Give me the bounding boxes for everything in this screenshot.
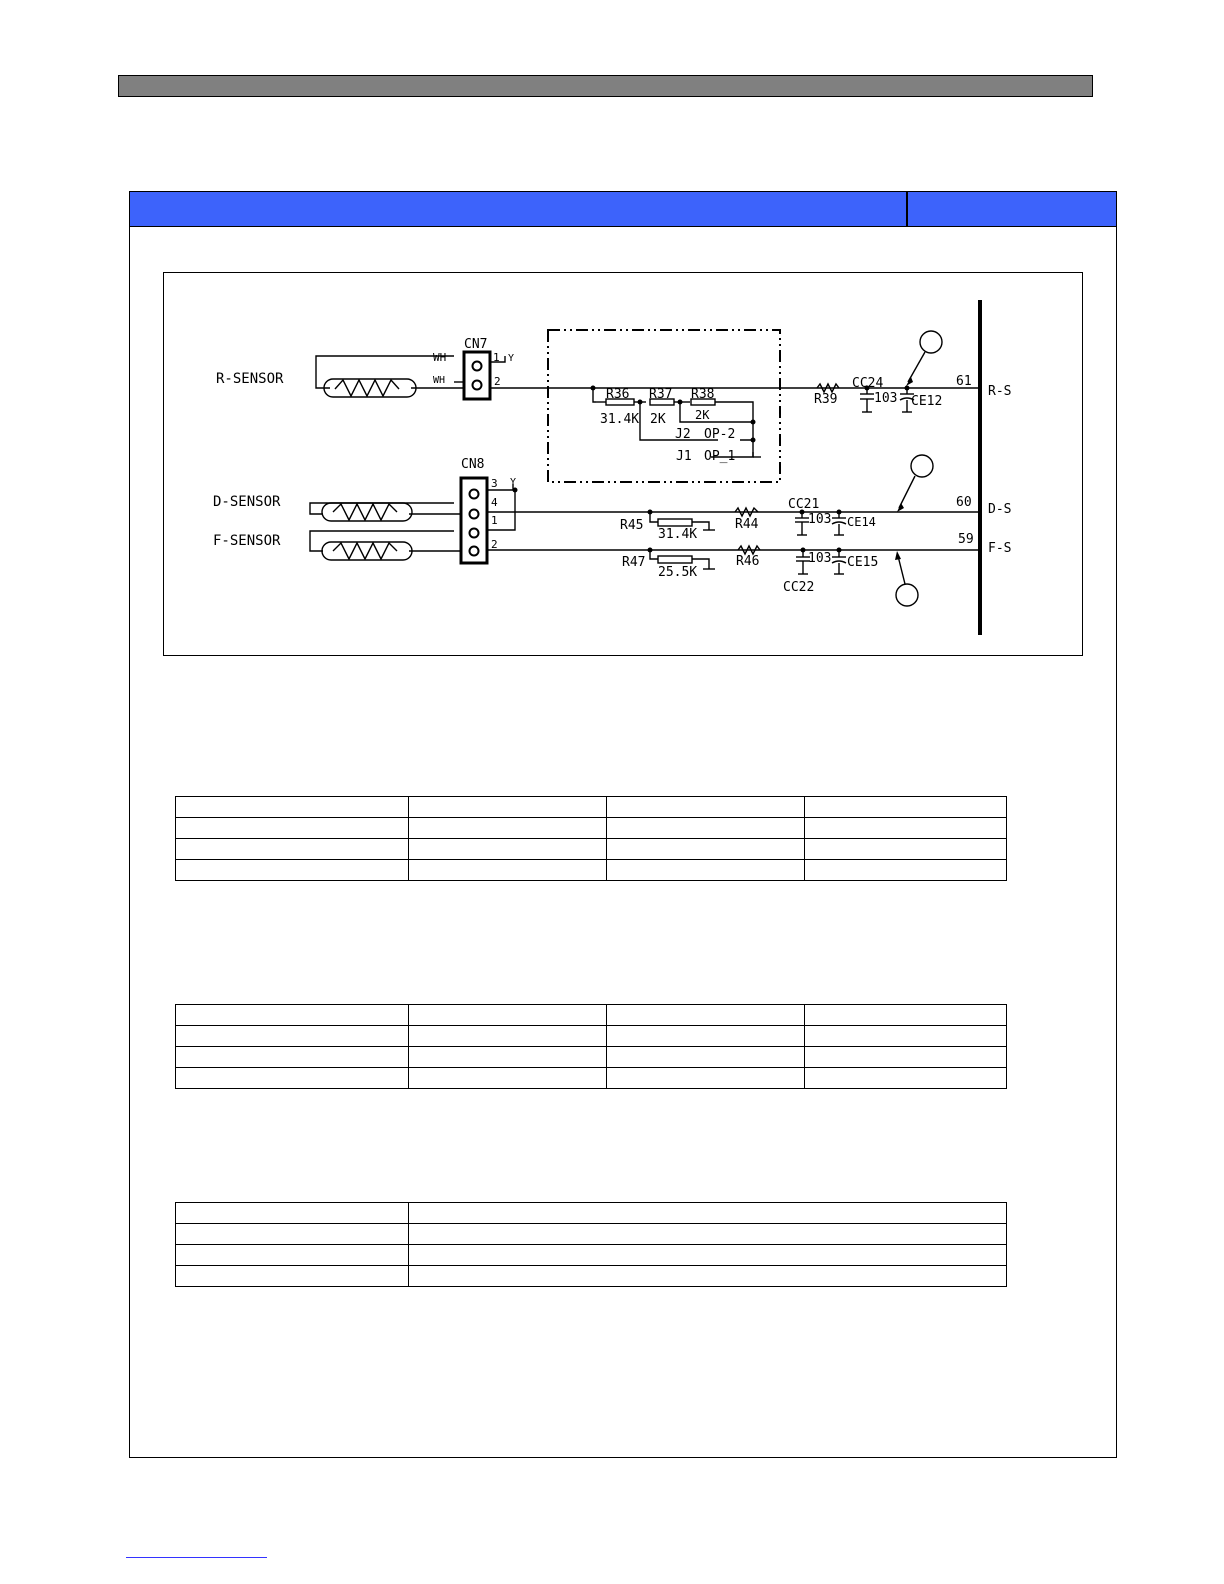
label-j1: J1 xyxy=(676,449,692,464)
table-row xyxy=(176,1047,1007,1068)
table-row xyxy=(176,1224,1007,1245)
section-header-side-cell xyxy=(908,192,1116,227)
cn7-connector xyxy=(464,352,490,399)
label-cn8-pin-1: 1 xyxy=(491,514,498,527)
label-r45: R45 xyxy=(620,518,644,533)
label-cn7: CN7 xyxy=(464,337,488,352)
label-cc22: CC22 xyxy=(783,580,815,595)
label-cn8: CN8 xyxy=(461,457,485,472)
label-signal-rs: R-S xyxy=(988,384,1012,399)
label-r36: R36 xyxy=(606,387,630,402)
table-row xyxy=(176,797,1007,818)
label-r37: R37 xyxy=(649,387,673,402)
label-j2: J2 xyxy=(675,427,691,442)
label-cn7-pin-1: 1 xyxy=(493,351,500,364)
label-f-sensor: F-SENSOR xyxy=(213,533,281,549)
cn8-connector xyxy=(461,478,487,563)
r-sensor-thermistor xyxy=(324,379,416,397)
sensor-circuit-schematic xyxy=(163,272,1083,656)
label-cc24-value: 103 xyxy=(874,391,898,406)
table-row xyxy=(176,1266,1007,1287)
label-signal-ds: D-S xyxy=(988,502,1012,517)
label-r38-value: 2K xyxy=(695,408,710,422)
label-r37-value: 2K xyxy=(650,412,666,427)
label-bus-pin-59: 59 xyxy=(958,532,974,547)
table-row xyxy=(176,1068,1007,1089)
label-ce12: CE12 xyxy=(911,394,943,409)
callout-circle-3 xyxy=(896,584,918,606)
d-sensor-thermistor xyxy=(322,503,412,521)
label-cn7-wire-2: WH xyxy=(433,375,446,386)
label-ce14: CE14 xyxy=(847,515,876,529)
label-cn7-y: Y xyxy=(508,353,515,364)
table-row xyxy=(176,1005,1007,1026)
label-cn8-pin-4: 4 xyxy=(491,496,498,509)
label-cc24: CC24 xyxy=(852,376,884,391)
label-r36-value: 31.4K xyxy=(600,412,640,427)
table-row xyxy=(176,1026,1007,1047)
table-2 xyxy=(175,1004,1007,1089)
label-bus-pin-61: 61 xyxy=(956,374,972,389)
label-cn7-pin-2: 2 xyxy=(494,375,501,388)
label-r46: R46 xyxy=(736,554,760,569)
label-ce15: CE15 xyxy=(847,555,879,570)
label-cn8-pin-2: 2 xyxy=(491,538,498,551)
label-r44: R44 xyxy=(735,517,759,532)
f-sensor-thermistor xyxy=(322,542,412,560)
label-cn8-y: Y xyxy=(510,477,517,488)
label-r47: R47 xyxy=(622,555,646,570)
label-signal-fs: F-S xyxy=(988,541,1012,556)
label-cn7-wire-1: WH xyxy=(433,351,447,364)
callout-circle-2 xyxy=(911,455,933,477)
label-r47-value: 25.5K xyxy=(658,565,698,580)
label-r45-value: 31.4K xyxy=(658,527,698,542)
top-banner-bar xyxy=(118,75,1093,97)
section-header-title-cell xyxy=(130,192,908,227)
label-r38: R38 xyxy=(691,387,715,402)
table-row xyxy=(176,1245,1007,1266)
table-3 xyxy=(175,1202,1007,1287)
table-row xyxy=(176,818,1007,839)
option-block-outline xyxy=(548,330,780,482)
table-row xyxy=(176,860,1007,881)
label-cc21: CC21 xyxy=(788,497,820,512)
table-row xyxy=(176,839,1007,860)
label-bus-pin-60: 60 xyxy=(956,495,972,510)
callout-circle-1 xyxy=(920,331,942,353)
table-1 xyxy=(175,796,1007,881)
label-r39: R39 xyxy=(814,392,838,407)
label-cc22-value: 103 xyxy=(808,551,832,566)
label-r-sensor: R-SENSOR xyxy=(216,371,284,387)
footer-link-underline[interactable] xyxy=(126,1557,267,1558)
label-op1: OP_1 xyxy=(704,449,736,464)
table-row xyxy=(176,1203,1007,1224)
label-cn8-pin-3: 3 xyxy=(491,477,498,490)
label-op2: OP-2 xyxy=(704,427,736,442)
label-d-sensor: D-SENSOR xyxy=(213,494,281,510)
label-cc21-value: 103 xyxy=(808,512,832,527)
